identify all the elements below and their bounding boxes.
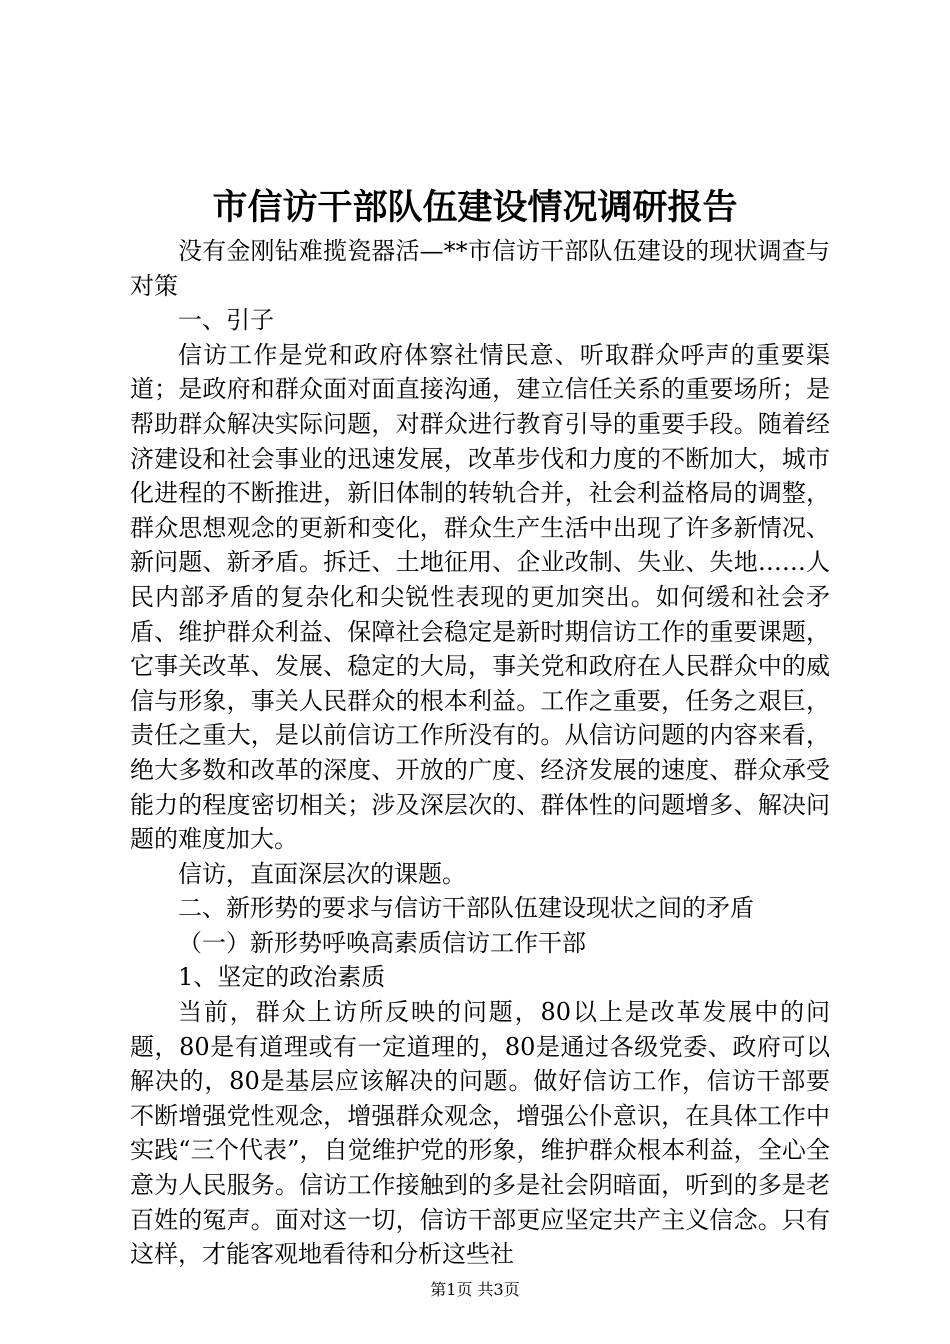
page-footer: 第1页 共3页 — [430, 1280, 520, 1299]
section-heading-contradiction: 二、新形势的要求与信访干部队伍建设现状之间的矛盾 — [178, 894, 754, 923]
document-body — [130, 234, 830, 1272]
section-heading-intro: 一、引子 — [178, 306, 274, 335]
document-title: 市信访干部队伍建设情况调研报告 — [212, 188, 738, 228]
body-paragraph: 信访，直面深层次的课题。 — [178, 859, 466, 888]
item-heading: 1、坚定的政治素质 — [178, 963, 386, 992]
subsection-heading: （一）新形势呼唤高素质信访工作干部 — [178, 928, 586, 957]
subtitle-paragraph: 没有金刚钻难揽瓷器活—**市信访干部队伍建设的现状调查与对策 — [130, 237, 830, 300]
body-paragraph: 信访工作是党和政府体察社情民意、听取群众呼声的重要渠道；是政府和群众面对面直接沟通，建立信任关系的重要场所；是帮助群众解决实际问题，对群众进行教育引导的重要手段。随着经济建设和社会事业的迅速发展，改革步伐和力度的不断加大，城市化进程的不断推进，新旧体制的转轨合并，社会利益格局的调整，群众思想观念的更新和变化，群众生产生活中出现了许多新情况、新问题、新矛盾。拆迁、土地征用、企业改制、失业、失地……人民内部矛盾的复杂化和尖锐性表现的更加突出。如何缓和社会矛盾、维护群众利益、保障社会稳定是新时期信访工作的重要课题，它事关改革、发展、稳定的大局，事关党和政府在人民群众中的威信与形象，事关人民群众的根本利益。工作之重要，任务之艰巨，责任之重大，是以前信访工作所没有的。从信访问题的内容来看，绝大多数和改革的深度、开放的广度、经济发展的速度、群众承受能力的程度密切相关；涉及深层次的、群体性的问题增多、解决问题的难度加大。 — [130, 340, 830, 854]
body-paragraph: 当前，群众上访所反映的问题，80以上是改革发展中的问题，80是有道理或有一定道理的，80是通过各级党委、政府可以解决的，80是基层应该解决的问题。做好信访工作，信访干部要不断增强党性观念，增强群众观念，增强公仆意识，在具体工作中实践“三个代表”，自觉维护党的形象，维护群众根本利益，全心全意为人民服务。信访工作接触到的多是社会阴暗面，听到的多是老百姓的冤声。面对这一切，信访干部更应坚定共产主义信念。只有这样，才能客观地看待和分析这些社 — [130, 998, 830, 1269]
